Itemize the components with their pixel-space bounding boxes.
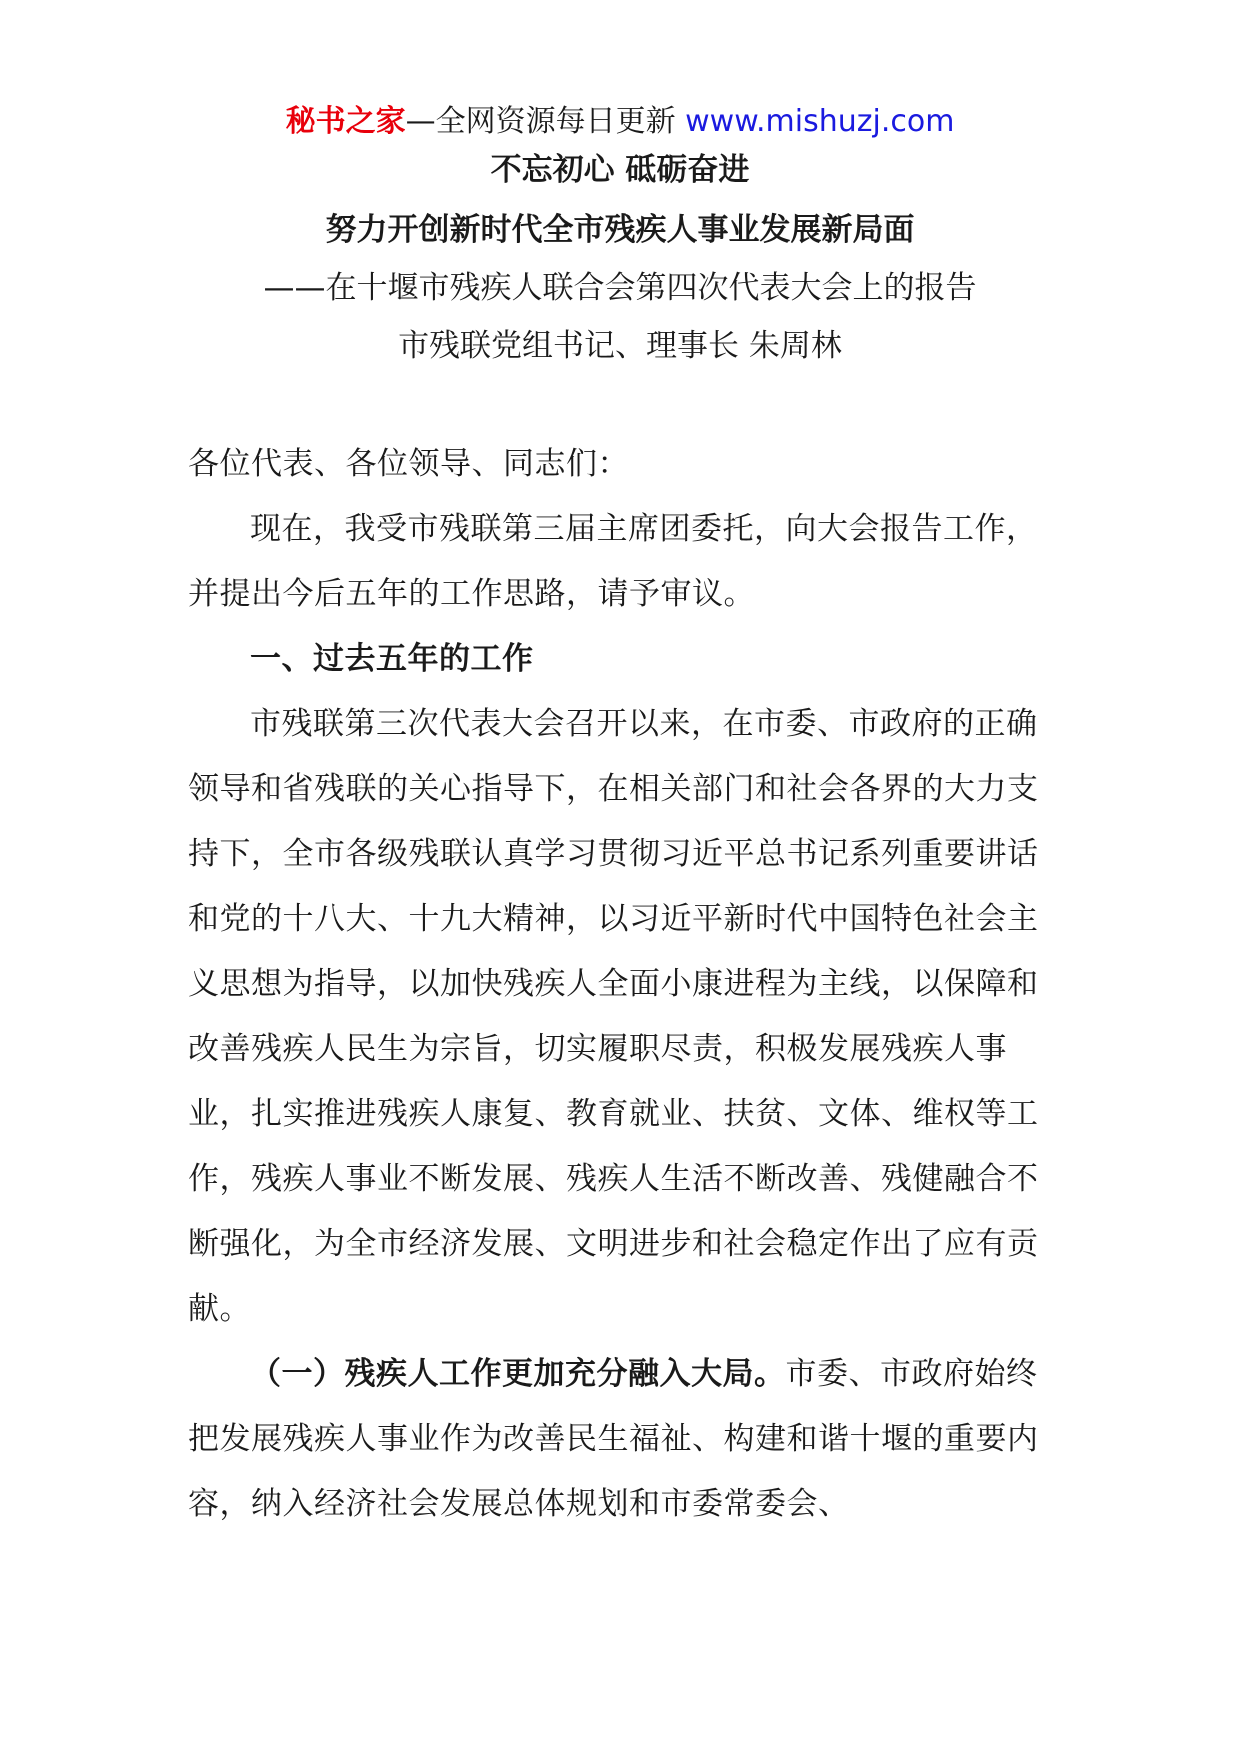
- document-body: [188, 432, 1068, 1537]
- document-subtitle: ——在十堰市残疾人联合会第四次代表大会上的报告: [263, 270, 977, 306]
- document-title-line2: 努力开创新时代全市残疾人事业发展新局面: [325, 212, 915, 248]
- subsection-heading: （一）残疾人工作更加充分融入大局。: [250, 1356, 786, 1392]
- salutation: 各位代表、各位领导、同志们：: [188, 446, 629, 482]
- body-paragraph: 市残联第三次代表大会召开以来，在市委、市政府的正确领导和省残联的关心指导下，在相关部门和社会各界的大力支持下，全市各级残联认真学习贯彻习近平总书记系列重要讲话和党的十八大、十九大精神，以习近平新时代中国特色社会主义思想为指导，以加快残疾人全面小康进程为主线，以保障和改善残疾人民生为宗旨，切实履职尽责，积极发展残疾人事业，扎实推进残疾人康复、教育就业、扶贫、文体、维权等工作，残疾人事业不断发展、残疾人生活不断改善、残健融合不断强化，为全市经济发展、文明进步和社会稳定作出了应有贡献。: [188, 706, 1039, 1327]
- subsection-paragraph: [188, 1342, 1068, 1537]
- site-url-link[interactable]: www.mishuzj.com: [685, 104, 955, 139]
- banner-slogan: —全网资源每日更新: [405, 104, 676, 139]
- intro-paragraph: 现在，我受市残联第三届主席团委托，向大会报告工作，并提出今后五年的工作思路，请予审议。: [188, 511, 1038, 612]
- document-title-line1: 不忘初心 砥砺奋进: [490, 152, 750, 188]
- subsection-text: 市委、市政府始终把发展残疾人事业作为改善民生福祉、构建和谐十堰的重要内容，纳入经济社会发展总体规划和市委常委会、: [188, 1356, 1039, 1522]
- site-banner: [0, 100, 1240, 144]
- brand-name: 秘书之家: [285, 104, 406, 139]
- section-heading: 一、过去五年的工作: [250, 641, 534, 677]
- document-author: 市残联党组书记、理事长 朱周林: [398, 328, 842, 364]
